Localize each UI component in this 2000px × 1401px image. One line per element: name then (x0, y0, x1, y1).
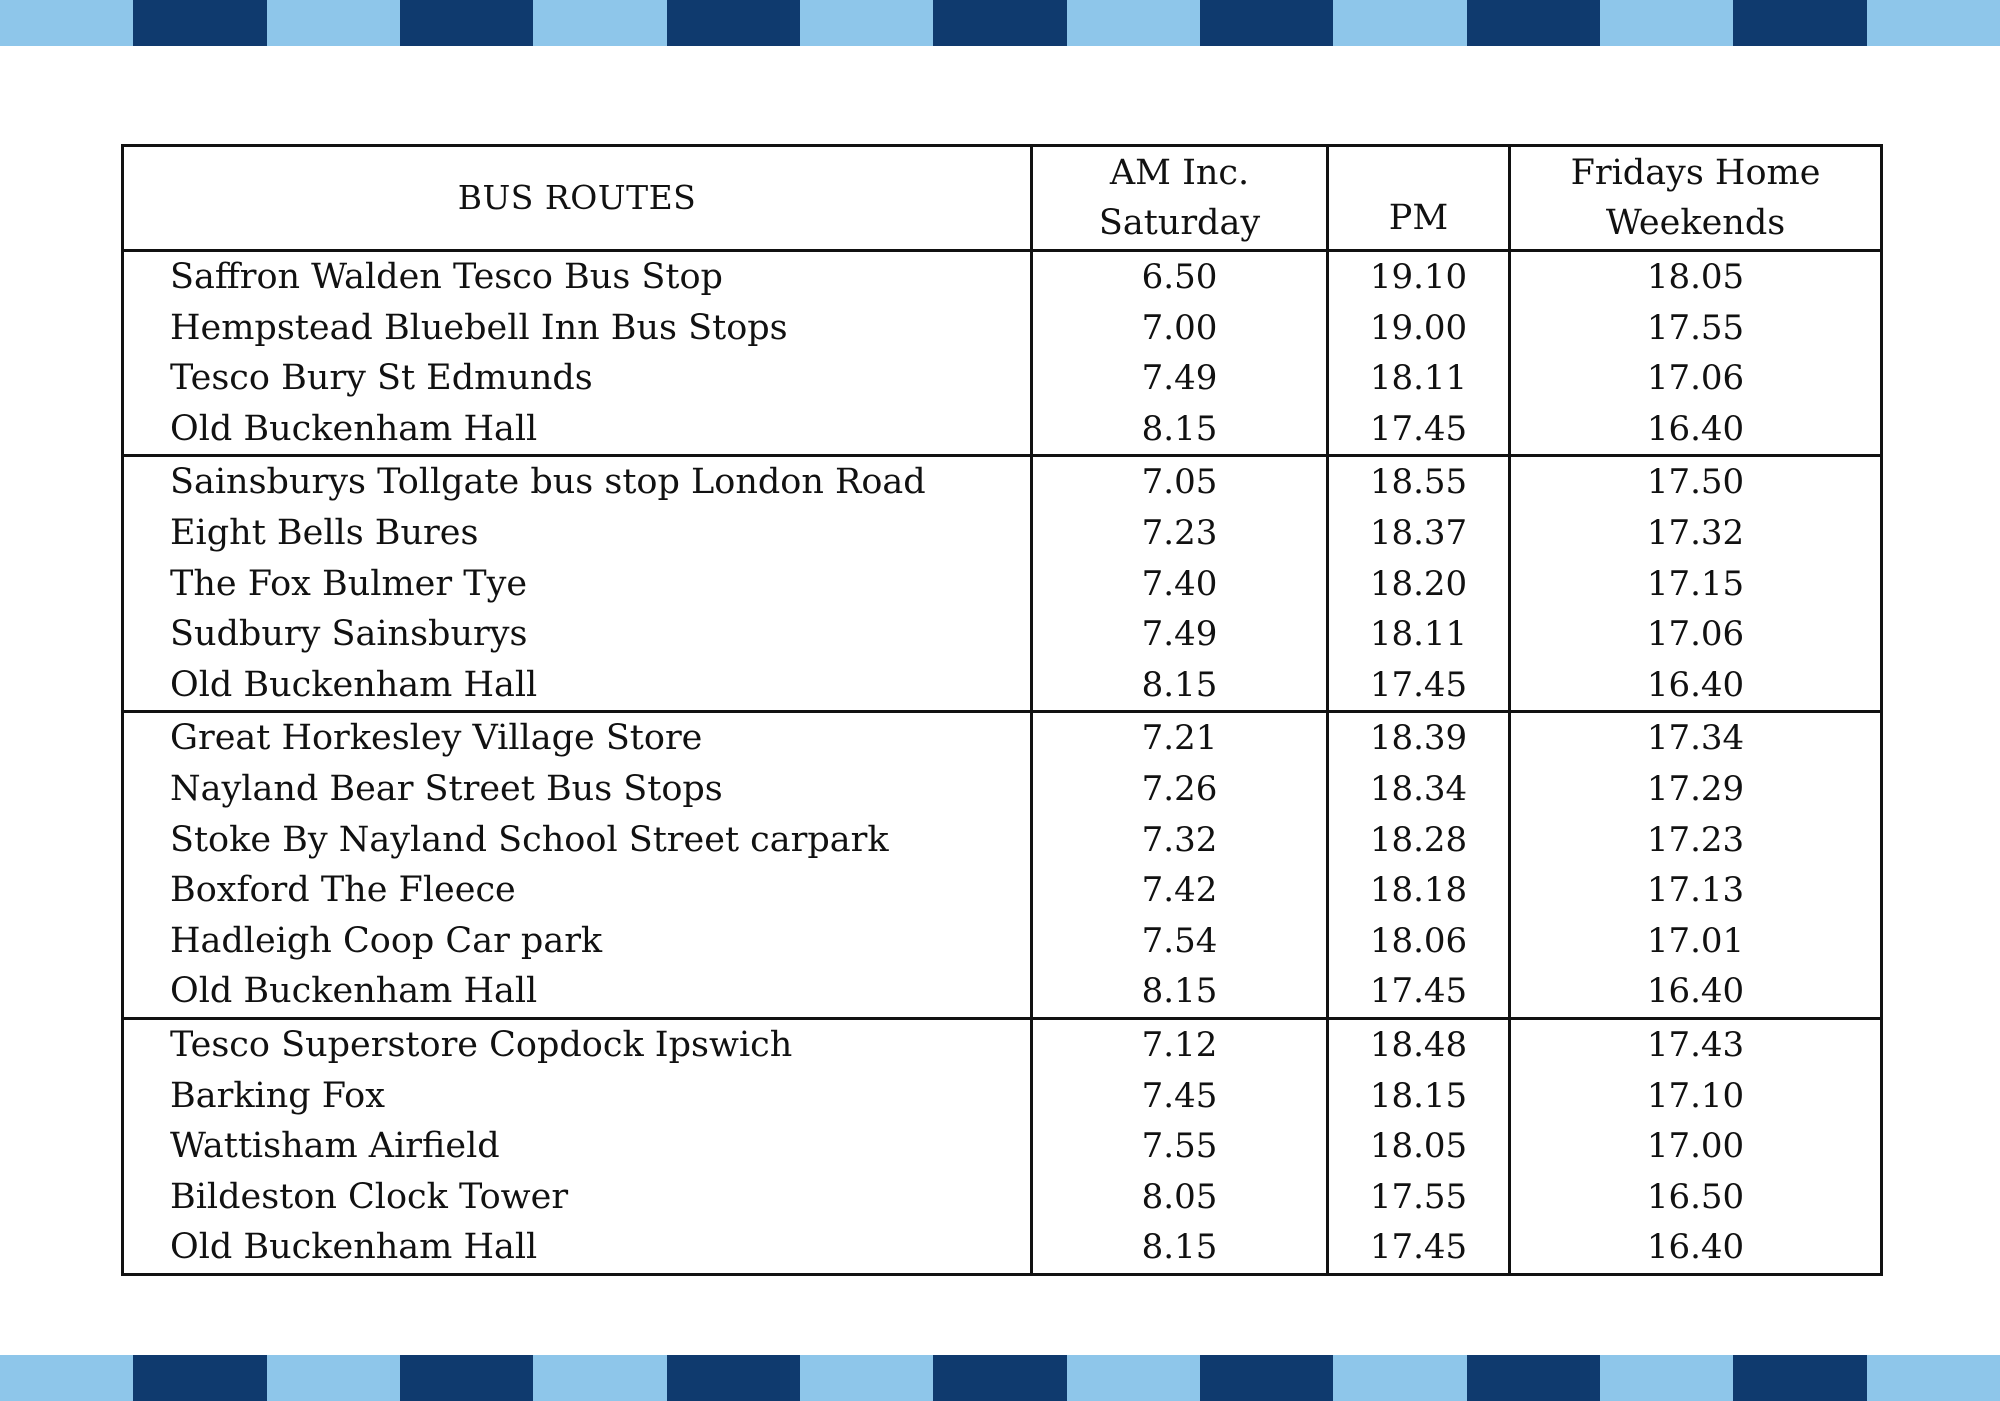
table-row (123, 1121, 1882, 1172)
stop-name: The Fox Bulmer Tye (123, 559, 1032, 610)
pm-time: 17.55 (1328, 1172, 1510, 1223)
stop-name: Wattisham Airfield (123, 1121, 1032, 1172)
stripe-segment (400, 1355, 533, 1401)
stop-name: Barking Fox (123, 1071, 1032, 1122)
stop-name: Great Horkesley Village Store (123, 712, 1032, 764)
fridays-home-time: 16.40 (1510, 404, 1882, 456)
pm-time: 18.55 (1328, 456, 1510, 508)
table-row (123, 1222, 1882, 1274)
table-row (123, 508, 1882, 559)
pm-time: 18.48 (1328, 1018, 1510, 1070)
fridays-home-time: 17.23 (1510, 815, 1882, 866)
table-row (123, 1018, 1882, 1070)
stop-name: Boxford The Fleece (123, 865, 1032, 916)
pm-time: 18.39 (1328, 712, 1510, 764)
fridays-home-time: 17.43 (1510, 1018, 1882, 1070)
bus-routes-timetable (121, 144, 1883, 1276)
stripe-segment (933, 1355, 1066, 1401)
table-row (123, 1071, 1882, 1122)
fridays-home-time: 17.34 (1510, 712, 1882, 764)
stripe-segment (400, 0, 533, 46)
table-row (123, 1172, 1882, 1223)
stop-name: Old Buckenham Hall (123, 660, 1032, 712)
stripe-segment (267, 0, 400, 46)
table-row (123, 559, 1882, 610)
fridays-home-time: 17.10 (1510, 1071, 1882, 1122)
stripe-segment (1600, 1355, 1733, 1401)
table-row (123, 660, 1882, 712)
stripe-segment (1600, 0, 1733, 46)
fridays-home-time: 17.06 (1510, 353, 1882, 404)
stripe-segment (1733, 0, 1866, 46)
pm-time: 18.18 (1328, 865, 1510, 916)
am-time: 7.21 (1032, 712, 1328, 764)
am-time: 7.40 (1032, 559, 1328, 610)
bottom-decorative-stripe (0, 1355, 2000, 1401)
fridays-home-time: 17.06 (1510, 609, 1882, 660)
stop-name: Old Buckenham Hall (123, 404, 1032, 456)
stop-name: Eight Bells Bures (123, 508, 1032, 559)
am-time: 8.15 (1032, 1222, 1328, 1274)
table-row (123, 712, 1882, 764)
header-am-inc-saturday (1032, 146, 1328, 251)
table-row (123, 303, 1882, 354)
stop-name: Nayland Bear Street Bus Stops (123, 764, 1032, 815)
am-time: 8.05 (1032, 1172, 1328, 1223)
pm-time: 18.34 (1328, 764, 1510, 815)
stripe-segment (800, 1355, 933, 1401)
fridays-home-time: 17.01 (1510, 916, 1882, 967)
stripe-segment (1200, 0, 1333, 46)
fridays-home-time: 18.05 (1510, 251, 1882, 303)
pm-time: 17.45 (1328, 1222, 1510, 1274)
stripe-segment (1867, 1355, 2000, 1401)
pm-time: 17.45 (1328, 660, 1510, 712)
stripe-segment (1067, 1355, 1200, 1401)
stop-name: Saffron Walden Tesco Bus Stop (123, 251, 1032, 303)
stripe-segment (0, 1355, 133, 1401)
fridays-home-time: 17.15 (1510, 559, 1882, 610)
pm-time: 19.10 (1328, 251, 1510, 303)
stop-name: Old Buckenham Hall (123, 966, 1032, 1018)
fridays-home-time: 17.32 (1510, 508, 1882, 559)
pm-time: 17.45 (1328, 966, 1510, 1018)
route-group (123, 1018, 1882, 1274)
pm-time: 18.15 (1328, 1071, 1510, 1122)
route-group (123, 251, 1882, 456)
pm-time: 17.45 (1328, 404, 1510, 456)
pm-time: 18.37 (1328, 508, 1510, 559)
fridays-home-time: 17.50 (1510, 456, 1882, 508)
am-time: 7.26 (1032, 764, 1328, 815)
stop-name: Old Buckenham Hall (123, 1222, 1032, 1274)
table-row (123, 251, 1882, 303)
stripe-segment (1733, 1355, 1866, 1401)
fridays-home-time: 16.40 (1510, 1222, 1882, 1274)
stripe-segment (667, 0, 800, 46)
fridays-home-time: 17.13 (1510, 865, 1882, 916)
am-time: 7.12 (1032, 1018, 1328, 1070)
route-group (123, 456, 1882, 712)
table-row (123, 966, 1882, 1018)
fridays-home-time: 16.40 (1510, 660, 1882, 712)
stop-name: Bildeston Clock Tower (123, 1172, 1032, 1223)
table-row (123, 456, 1882, 508)
stop-name: Stoke By Nayland School Street carpark (123, 815, 1032, 866)
table-row (123, 404, 1882, 456)
header-pm: PM (1328, 146, 1510, 251)
am-time: 7.55 (1032, 1121, 1328, 1172)
top-decorative-stripe (0, 0, 2000, 46)
stripe-segment (133, 1355, 266, 1401)
am-time: 8.15 (1032, 660, 1328, 712)
am-time: 7.23 (1032, 508, 1328, 559)
table-row (123, 764, 1882, 815)
stop-name: Tesco Superstore Copdock Ipswich (123, 1018, 1032, 1070)
pm-time: 18.11 (1328, 353, 1510, 404)
am-time: 7.54 (1032, 916, 1328, 967)
table-row (123, 865, 1882, 916)
stripe-segment (667, 1355, 800, 1401)
stripe-segment (133, 0, 266, 46)
header-fri-line2: Weekends (1605, 203, 1786, 243)
am-time: 7.32 (1032, 815, 1328, 866)
stripe-segment (267, 1355, 400, 1401)
stripe-segment (800, 0, 933, 46)
stripe-segment (1200, 1355, 1333, 1401)
pm-time: 18.28 (1328, 815, 1510, 866)
header-am-line1: AM Inc. (1109, 153, 1250, 193)
pm-time: 18.05 (1328, 1121, 1510, 1172)
header-row (123, 146, 1882, 251)
stop-name: Hadleigh Coop Car park (123, 916, 1032, 967)
am-time: 6.50 (1032, 251, 1328, 303)
fridays-home-time: 17.29 (1510, 764, 1882, 815)
stop-name: Tesco Bury St Edmunds (123, 353, 1032, 404)
pm-time: 18.11 (1328, 609, 1510, 660)
header-am-line2: Saturday (1098, 203, 1261, 243)
am-time: 7.49 (1032, 609, 1328, 660)
stripe-segment (533, 1355, 666, 1401)
pm-time: 18.20 (1328, 559, 1510, 610)
am-time: 8.15 (1032, 966, 1328, 1018)
stop-name: Sainsburys Tollgate bus stop London Road (123, 456, 1032, 508)
stop-name: Sudbury Sainsburys (123, 609, 1032, 660)
stripe-segment (1333, 0, 1466, 46)
table-row (123, 609, 1882, 660)
stripe-segment (533, 0, 666, 46)
table-row (123, 815, 1882, 866)
stripe-segment (1467, 0, 1600, 46)
fridays-home-time: 17.00 (1510, 1121, 1882, 1172)
header-bus-routes: BUS ROUTES (123, 146, 1032, 251)
header-fri-line1: Fridays Home (1570, 153, 1821, 193)
am-time: 8.15 (1032, 404, 1328, 456)
fridays-home-time: 16.40 (1510, 966, 1882, 1018)
stripe-segment (1467, 1355, 1600, 1401)
pm-time: 18.06 (1328, 916, 1510, 967)
fridays-home-time: 16.50 (1510, 1172, 1882, 1223)
fridays-home-time: 17.55 (1510, 303, 1882, 354)
stripe-segment (933, 0, 1066, 46)
stripe-segment (1867, 0, 2000, 46)
am-time: 7.00 (1032, 303, 1328, 354)
am-time: 7.05 (1032, 456, 1328, 508)
table-row (123, 916, 1882, 967)
stripe-segment (0, 0, 133, 46)
am-time: 7.49 (1032, 353, 1328, 404)
stripe-segment (1333, 1355, 1466, 1401)
route-group (123, 712, 1882, 1019)
pm-time: 19.00 (1328, 303, 1510, 354)
stop-name: Hempstead Bluebell Inn Bus Stops (123, 303, 1032, 354)
am-time: 7.42 (1032, 865, 1328, 916)
stripe-segment (1067, 0, 1200, 46)
am-time: 7.45 (1032, 1071, 1328, 1122)
table-row (123, 353, 1882, 404)
header-fridays-home-weekends (1510, 146, 1882, 251)
